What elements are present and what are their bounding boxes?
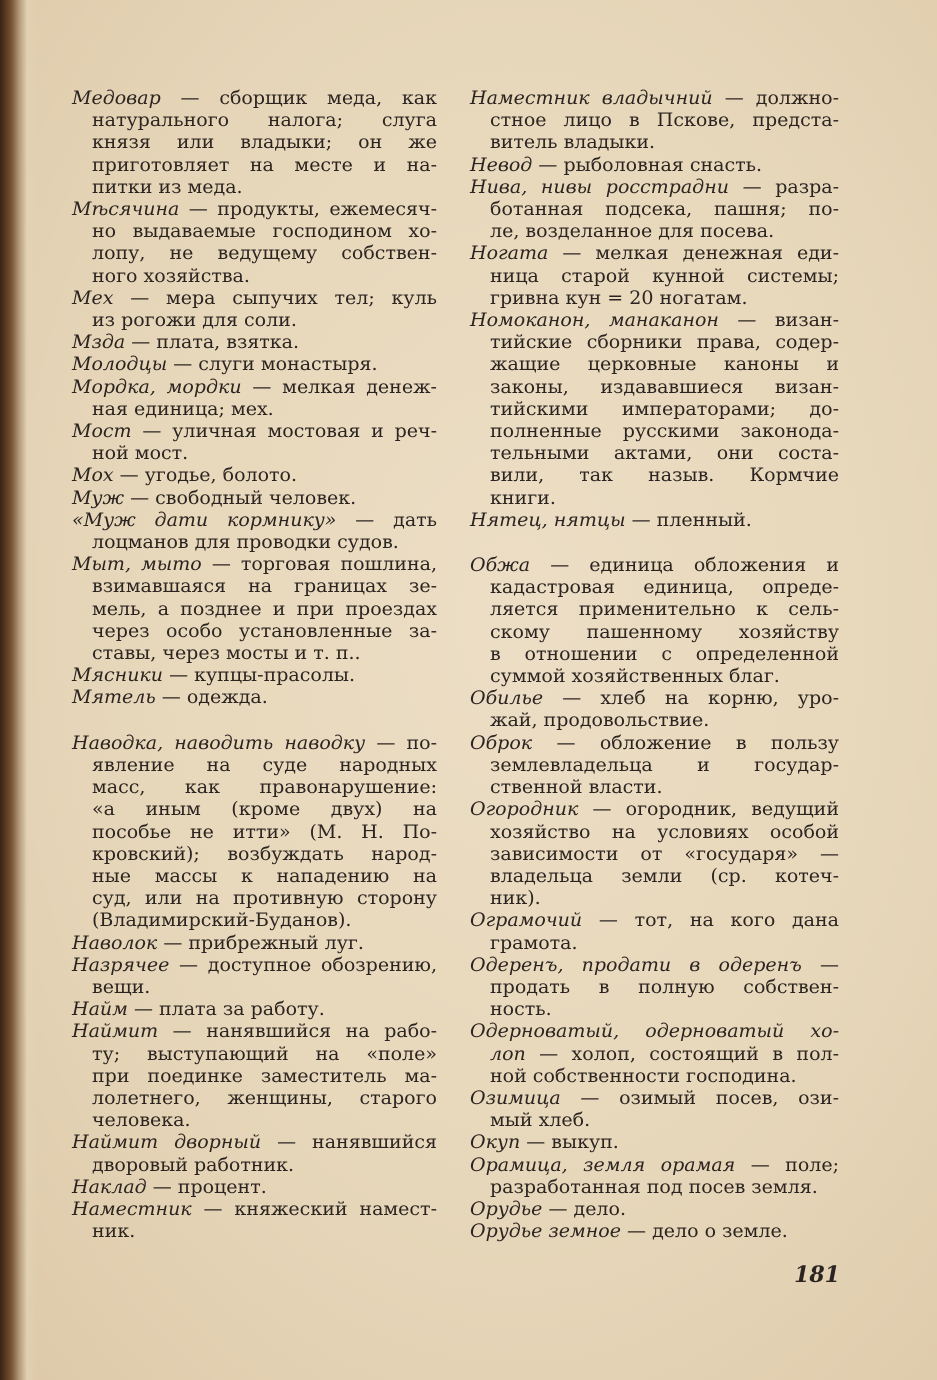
glossary-entry: [470, 798, 839, 909]
entry-line: [470, 732, 839, 754]
entry-line: вили, так назыв. Кормчие: [490, 464, 839, 487]
entry-text: — уличная мостовая и реч-: [142, 420, 437, 443]
entry-term: Одеренъ, продати в одеренъ: [470, 953, 802, 976]
entry-line: ной собственности господина.: [490, 1064, 797, 1087]
entry-term: Ногата: [470, 242, 549, 265]
entry-line: из рогожи для соли.: [92, 309, 297, 332]
entry-line: [470, 176, 839, 198]
entry-line: [470, 1154, 839, 1176]
entry-text: — озимый посев, ози-: [580, 1086, 839, 1109]
entry-line: ственной власти.: [490, 776, 663, 799]
entry-term: Назрячее: [72, 953, 170, 976]
entry-term: Наймит дворный: [72, 1131, 262, 1154]
entry-line: [72, 198, 437, 220]
entry-text: — холоп, состоящий в пол-: [539, 1042, 839, 1065]
entry-line: суммой хозяйственных благ.: [490, 665, 780, 688]
entry-line: мель, а позднее и при проездах: [92, 597, 437, 620]
glossary-entry: [72, 353, 437, 375]
glossary-entry: [470, 87, 839, 154]
entry-line: [72, 1198, 437, 1220]
entry-term: «Муж дати кормнику»: [72, 508, 337, 531]
entry-text: — свободный человек.: [130, 486, 357, 509]
glossary-entry: [72, 664, 437, 686]
entry-line: ница старой кунной системы;: [490, 264, 839, 287]
entry-line: [72, 664, 437, 686]
entry-line: грамота.: [490, 931, 578, 954]
glossary-entry: [470, 954, 839, 1021]
entry-line: ная единица; мех.: [92, 397, 274, 420]
entry-term: Мѣсячина: [72, 198, 180, 221]
entry-term: Номоканон, манаканон: [470, 309, 719, 332]
entry-line: «а иным (кроме двух) на: [92, 798, 437, 821]
entry-term: Наводка, наводить наводку: [72, 731, 366, 754]
entry-text: — визан-: [737, 309, 839, 332]
entry-term: Найм: [72, 998, 128, 1021]
entry-text: — слуги монастыря.: [173, 353, 378, 376]
entry-term: Мост: [72, 420, 132, 443]
glossary-entry: [470, 909, 839, 953]
entry-line: [470, 1087, 839, 1109]
entry-line: ляется применительно к сель-: [490, 598, 839, 621]
entry-term: Ограмочий: [470, 909, 583, 932]
entry-text: — огородник, ведущий: [592, 798, 839, 821]
entry-term: Наместник: [72, 1197, 192, 1220]
glossary-entry: [470, 1198, 839, 1220]
glossary-entry: [72, 1198, 437, 1242]
entry-line: масс, как правонарушение:: [92, 776, 437, 799]
glossary-entry: [72, 376, 437, 420]
entry-line: [490, 1043, 839, 1065]
entry-text: — мелкая денеж-: [252, 375, 437, 398]
glossary-entry: [470, 1087, 839, 1131]
entry-text: — обложение в пользу: [556, 731, 839, 754]
glossary-entry: [470, 154, 839, 176]
entry-text: — рыболовная снасть.: [538, 153, 762, 176]
entry-line: [470, 154, 839, 176]
entry-text: — продукты, ежемесяч-: [188, 198, 437, 221]
entry-term: Мордка, мордки: [72, 375, 242, 398]
entry-line: питки из меда.: [92, 175, 243, 198]
entry-line: (Владимирский-Буданов).: [92, 909, 352, 932]
glossary-entry: [72, 1020, 437, 1131]
entry-line: хозяйство на условиях особой: [490, 820, 839, 843]
glossary-entry: [470, 176, 839, 243]
glossary-entry: [72, 686, 437, 708]
entry-term: Муж: [72, 486, 125, 509]
entry-line: землевладельца и государ-: [490, 753, 839, 776]
entry-line: ник.: [92, 1220, 136, 1243]
entry-text: — доступное обозрению,: [179, 953, 437, 976]
entry-line: ле, возделанное для посева.: [490, 220, 775, 243]
entry-line: [470, 798, 839, 820]
entry-term: Наклад: [72, 1175, 147, 1198]
entry-line: [470, 309, 839, 331]
glossary-entry: [72, 954, 437, 998]
glossary-entry: [470, 687, 839, 731]
entry-text: — плата за работу.: [133, 998, 325, 1021]
entry-term: Наместник владычний: [470, 87, 713, 109]
right-column: [470, 87, 839, 1242]
entry-line: тельными актами, они соста-: [490, 442, 839, 465]
entry-term: Мзда: [72, 331, 126, 354]
glossary-entry: [470, 242, 839, 309]
entry-line: [470, 554, 839, 576]
glossary-entry: [72, 420, 437, 464]
glossary-section: [470, 554, 839, 1242]
entry-text: — нанявшийся на рабо-: [172, 1020, 437, 1043]
glossary-entry: [470, 1220, 839, 1242]
entry-line: [470, 1198, 839, 1220]
entry-text: — единица обложения и: [550, 554, 840, 577]
entry-text: — дело.: [548, 1197, 626, 1220]
entry-line: [72, 353, 437, 375]
entry-term: Невод: [470, 153, 533, 176]
glossary-entry: [72, 487, 437, 509]
entry-line: в отношении с определенной: [490, 642, 839, 665]
glossary-entry: [72, 464, 437, 486]
entry-line: [72, 487, 437, 509]
entry-line: явление на суде народных: [92, 753, 437, 776]
entry-text: — выкуп.: [526, 1131, 619, 1154]
entry-text: — нанявшийся: [277, 1131, 438, 1154]
entry-text: — дело о земле.: [627, 1220, 788, 1243]
entry-line: ставы, через мосты и т. п..: [92, 642, 361, 665]
entry-line: законы, издававшиеся визан-: [490, 375, 839, 398]
entry-line: стное лицо в Пскове, предста-: [490, 109, 839, 132]
entry-text: — плата, взятка.: [131, 331, 300, 354]
entry-line: [72, 509, 437, 531]
entry-text: — купцы-прасолы.: [169, 664, 356, 687]
entry-line: ной мост.: [92, 442, 189, 465]
entry-line: [72, 553, 437, 575]
entry-line: [72, 1131, 437, 1153]
entry-line: полненные русскими законода-: [490, 420, 839, 443]
entry-line: [72, 1176, 437, 1198]
glossary-entry: [470, 309, 839, 509]
glossary-entry: [72, 1176, 437, 1198]
entry-line: дворовый работник.: [92, 1153, 295, 1176]
glossary-entry: [470, 1020, 839, 1087]
entry-line: [470, 687, 839, 709]
entry-line: [72, 376, 437, 398]
entry-line: гривна кун = 20 ногатам.: [490, 286, 748, 309]
left-column: [72, 87, 437, 1242]
entry-line: натурального налога; слуга: [92, 109, 437, 132]
entry-text: — по-: [376, 731, 437, 754]
entry-line: [470, 509, 839, 531]
glossary-entry: [72, 998, 437, 1020]
glossary-entry: [72, 198, 437, 287]
entry-line: человека.: [92, 1109, 191, 1132]
entry-line: зависимости от «государя» —: [490, 842, 839, 865]
entry-line: [470, 242, 839, 264]
entry-term: Окуп: [470, 1131, 521, 1154]
entry-term: Мех: [72, 286, 114, 309]
glossary-entry: [72, 331, 437, 353]
entry-text: — поле;: [750, 1153, 840, 1176]
entry-line: пособье не итти» (М. Н. По-: [92, 820, 437, 843]
entry-text: — должно-: [724, 87, 840, 109]
entry-text: — торговая пошлина,: [211, 553, 437, 576]
entry-line: ность.: [490, 998, 552, 1021]
entry-text: — прибрежный луг.: [163, 931, 364, 954]
entry-text: — дать: [355, 508, 437, 531]
entry-line: [72, 331, 437, 353]
entry-term: Орамица, земля орамая: [470, 1153, 736, 1176]
entry-term: Обилье: [470, 687, 544, 710]
entry-line: скому пашенному хозяйству: [490, 620, 839, 643]
entry-line: [72, 420, 437, 442]
entry-term: Нятец, нятцы: [470, 508, 626, 531]
entry-line: [72, 954, 437, 976]
glossary-section: [72, 732, 437, 1243]
entry-line: лоцманов для проводки судов.: [92, 531, 399, 554]
entry-line: витель владыки.: [490, 131, 656, 154]
entry-line: кадастровая единица, опреде-: [490, 576, 839, 599]
entry-line: [72, 87, 437, 109]
glossary-entry: [72, 732, 437, 932]
entry-line: тийские сборники права, содер-: [490, 331, 839, 354]
entry-line: [72, 464, 437, 486]
entry-line: ного хозяйства.: [92, 264, 250, 287]
entry-term: Мятель: [72, 686, 156, 709]
entry-line: [470, 1020, 839, 1042]
entry-line: [470, 1220, 839, 1242]
entry-line: [72, 932, 437, 954]
entry-line: [470, 87, 839, 109]
entry-term: Наймит: [72, 1020, 159, 1043]
entry-line: ту; выступающий на «поле»: [92, 1042, 437, 1065]
entry-line: кровский); возбуждать народ-: [92, 842, 437, 865]
entry-term: Мясники: [72, 664, 164, 687]
entry-line: тийскими императорами; до-: [490, 397, 839, 420]
entry-text: — разра-: [742, 175, 840, 198]
entry-term: Оброк: [470, 731, 533, 754]
entry-text: — угодье, болото.: [119, 464, 298, 487]
entry-line: [72, 732, 437, 754]
entry-text: — процент.: [152, 1175, 267, 1198]
entry-line: жай, продовольствие.: [490, 709, 710, 732]
glossary-entry: [470, 1131, 839, 1153]
entry-line: [72, 1020, 437, 1042]
entry-line: владельца земли (ср. котеч-: [490, 864, 839, 887]
entry-line: ник).: [490, 887, 541, 910]
glossary-entry: [72, 87, 437, 198]
entry-term: Молодцы: [72, 353, 168, 376]
entry-line: [470, 954, 839, 976]
entry-line: суд, или на противную сторону: [92, 887, 437, 910]
glossary-entry: [72, 1131, 437, 1175]
entry-term: Орудье земное: [470, 1220, 621, 1243]
entry-line: взимавшаяся на границах зе-: [92, 575, 437, 598]
entry-text: — княжеский намест-: [203, 1197, 437, 1220]
entry-line: жащие церковные каноны и: [490, 353, 839, 376]
entry-term: Нива, нивы росстрадни: [470, 175, 729, 198]
entry-term: Мыт, мыто: [72, 553, 202, 576]
glossary-entry: [72, 287, 437, 331]
entry-line: лопу, не ведущему собствен-: [92, 242, 437, 265]
entry-line: [470, 1131, 839, 1153]
entry-term: Наволок: [72, 931, 158, 954]
glossary-entry: [470, 732, 839, 799]
glossary-entry: [72, 932, 437, 954]
entry-text: — одежда.: [161, 686, 268, 709]
entry-text: — мера сыпучих тел; куль: [130, 286, 437, 309]
entry-term: Мох: [72, 464, 114, 487]
entry-line: через особо установленные за-: [92, 619, 437, 642]
entry-text: — мелкая денежная еди-: [562, 242, 840, 265]
entry-term: Орудье: [470, 1197, 543, 1220]
glossary-entry: [470, 509, 839, 531]
book-binding-edge: [0, 0, 40, 1380]
entry-line: но выдаваемые господином хо-: [92, 220, 437, 243]
entry-term: Озимица: [470, 1086, 561, 1109]
glossary-section: [72, 87, 437, 709]
glossary-section: [470, 87, 839, 531]
entry-term: лоп: [490, 1042, 526, 1065]
entry-text: — хлеб на корню, уро-: [562, 687, 839, 710]
entry-term: Медовар: [72, 87, 161, 109]
entry-line: ботанная подсека, пашня; по-: [490, 198, 839, 221]
entry-line: вещи.: [92, 975, 151, 998]
entry-line: при поединке заместитель ма-: [92, 1064, 437, 1087]
entry-term: Обжа: [470, 554, 531, 577]
glossary-entry: [72, 553, 437, 664]
entry-line: [72, 686, 437, 708]
entry-line: князя или владыки; он же: [92, 131, 437, 154]
glossary-entry: [470, 554, 839, 687]
entry-text: — тот, на кого дана: [598, 909, 839, 932]
entry-line: мый хлеб.: [490, 1109, 591, 1132]
entry-line: книги.: [490, 486, 556, 509]
entry-line: продать в полную собствен-: [490, 975, 839, 998]
entry-text: — пленный.: [631, 508, 752, 531]
entry-line: лолетнего, женщины, старого: [92, 1086, 437, 1109]
entry-line: разработанная под посев земля.: [490, 1175, 818, 1198]
entry-term: Огородник: [470, 798, 579, 821]
entry-text: — сборщик меда, как: [180, 87, 438, 109]
entry-line: ные массы к нападению на: [92, 864, 437, 887]
glossary-entry: [72, 509, 437, 553]
glossary-entry: [470, 1154, 839, 1198]
entry-line: [72, 287, 437, 309]
entry-term: Одерноватый, одерноватый хо-: [470, 1020, 839, 1043]
entry-text: —: [820, 953, 839, 976]
entry-line: [72, 998, 437, 1020]
entry-line: [470, 909, 839, 931]
page-number: 181: [794, 1262, 840, 1288]
entry-line: приготовляет на месте и на-: [92, 153, 437, 176]
